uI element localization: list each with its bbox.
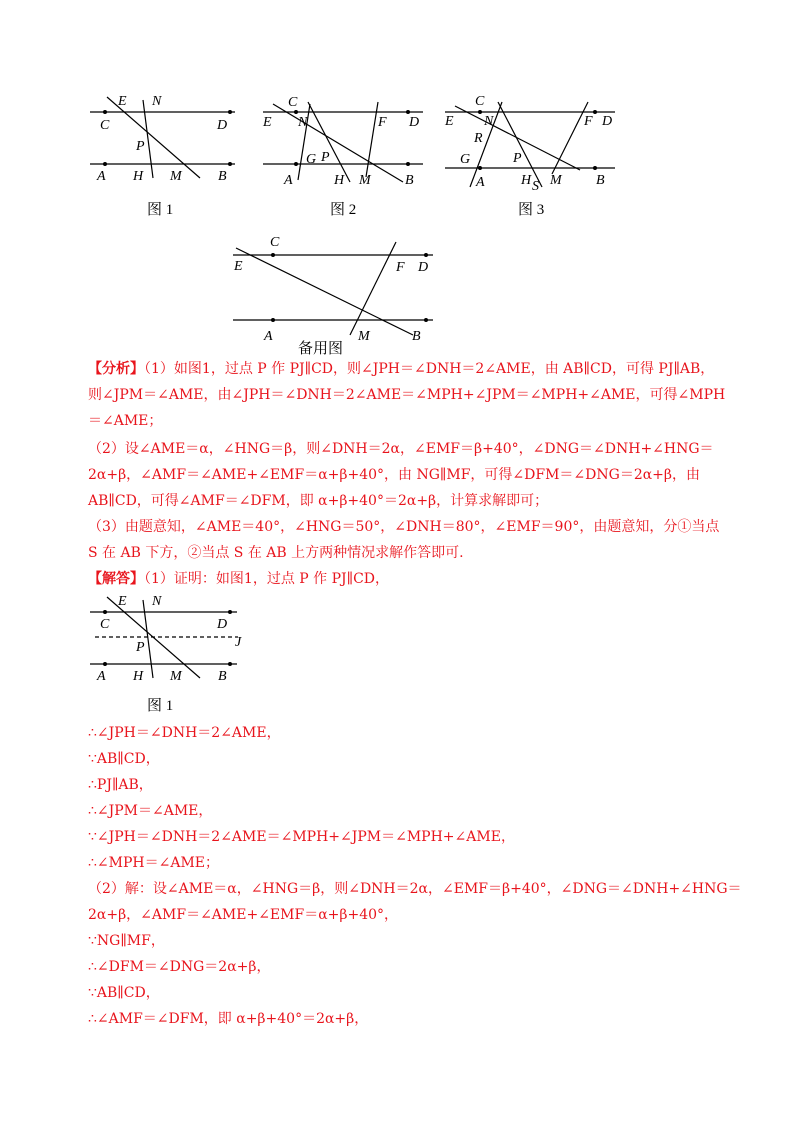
label-C: C — [270, 235, 280, 250]
label-F: F — [584, 114, 593, 129]
solution-line2: ∵AB∥CD， — [88, 985, 160, 1001]
analysis-p1-text: （1）如图1，过点 P 作 PJ∥CD，则∠JPH＝∠DNH＝2∠AME，由 AB∥CD，可得 PJ∥AB，则∠JPM＝∠AME，由∠JPH＝∠DNH＝2∠AME＝∠MPH+∠JPM＝∠MPH+∠AME，可得∠MPH＝∠AME； — [88, 361, 726, 429]
label-D: D — [418, 260, 429, 275]
caption-fig1b: 图 1 — [147, 698, 174, 714]
solution-line: ∴∠JPM＝∠AME， — [88, 803, 213, 819]
label-B: B — [596, 173, 605, 188]
label-P: P — [136, 139, 145, 154]
analysis-p3: （3）由题意知，∠AME＝40°，∠HNG＝50°，∠DNH＝80°，∠EMF＝90°，由题意知，分①当点 S 在 AB 下方，②当点 S 在 AB 上方两种情况求解作答即可. — [88, 519, 720, 561]
label-M: M — [359, 173, 371, 187]
label-E: E — [118, 94, 127, 109]
solution-line: ∴PJ∥AB， — [88, 777, 153, 793]
solution-intro — [88, 568, 389, 588]
solution-tag: 【解答】 — [88, 571, 144, 587]
label-E: E — [445, 114, 454, 129]
label-E: E — [263, 115, 272, 130]
label-D: D — [217, 617, 228, 632]
analysis-tag: 【分析】 — [88, 361, 144, 377]
label-S: S — [532, 179, 539, 194]
solution-p2b: 2α+β，∠AMF＝∠AME+∠EMF＝α+β+40°， — [88, 907, 399, 923]
label-B: B — [218, 669, 227, 684]
label-M: M — [550, 173, 562, 188]
label-H: H — [133, 669, 144, 684]
label-E: E — [118, 594, 127, 609]
caption-backup: 备用图 — [298, 341, 344, 357]
label-D: D — [602, 114, 613, 129]
analysis-p1 — [88, 356, 728, 434]
label-H: H — [521, 173, 532, 188]
solution-line2: ∴∠AMF＝∠DFM，即 α+β+40°＝2α+β， — [88, 1011, 369, 1027]
label-B: B — [412, 329, 421, 342]
label-M: M — [170, 169, 182, 184]
figure-1 — [85, 92, 245, 187]
label-G: G — [306, 152, 317, 167]
label-M: M — [170, 669, 182, 684]
label-B: B — [405, 173, 414, 187]
label-F: F — [396, 260, 405, 275]
label-A: A — [476, 175, 485, 190]
solution-line: ∵∠JPH＝∠DNH＝2∠AME＝∠MPH+∠JPM＝∠MPH+∠AME， — [88, 829, 515, 845]
label-C: C — [475, 94, 485, 109]
label-F: F — [378, 115, 387, 130]
label-J: J — [235, 635, 242, 650]
analysis-p2: （2）设∠AME＝α，∠HNG＝β，则∠DNH＝2α，∠EMF＝β+40°，∠DNG＝∠DNH+∠HNG＝2α+β，∠AMF＝∠AME+∠EMF＝α+β+40°，由 NG∥MF，可得∠DFM＝∠DNG＝2α+β，由 AB∥CD，可得∠AMF＝∠DFM，即 α+β+40°＝2α+β，计算求解即可； — [88, 441, 714, 509]
solution-line2: ∴∠DFM＝∠DNG＝2α+β， — [88, 959, 271, 975]
label-N: N — [298, 115, 308, 130]
label-P: P — [136, 640, 145, 655]
label-D: D — [409, 115, 420, 130]
label-N: N — [152, 594, 162, 609]
label-A: A — [284, 173, 293, 187]
figure-3 — [440, 92, 620, 197]
label-G: G — [460, 152, 471, 167]
label-R: R — [474, 131, 483, 146]
label-H: H — [334, 173, 345, 187]
caption-fig3: 图 3 — [518, 202, 545, 218]
label-A: A — [97, 169, 106, 184]
solution-line2: ∵NG∥MF， — [88, 933, 165, 949]
figure-backup — [228, 230, 438, 342]
label-N: N — [484, 114, 494, 129]
label-P: P — [513, 151, 522, 166]
label-A: A — [97, 669, 106, 684]
label-N: N — [152, 94, 162, 109]
label-C: C — [100, 118, 110, 133]
label-B: B — [218, 169, 227, 184]
label-C: C — [288, 95, 298, 110]
solution-line: ∴∠JPH＝∠DNH＝2∠AME， — [88, 725, 281, 741]
label-A: A — [264, 329, 273, 342]
label-M: M — [358, 329, 370, 342]
caption-fig2: 图 2 — [330, 202, 357, 218]
label-H: H — [133, 169, 144, 184]
solution-line: ∴∠MPH＝∠AME； — [88, 855, 219, 871]
solution-intro-text: （1）证明：如图1，过点 P 作 PJ∥CD， — [144, 571, 390, 587]
caption-fig1: 图 1 — [147, 202, 174, 218]
label-P: P — [321, 150, 330, 165]
solution-line: ∵AB∥CD， — [88, 751, 160, 767]
label-C: C — [100, 617, 110, 632]
figure-2 — [258, 92, 430, 187]
solution-p2a: （2）解：设∠AME＝α，∠HNG＝β，则∠DNH＝2α，∠EMF＝β+40°，∠DNG＝∠DNH+∠HNG＝ — [88, 881, 742, 897]
figure-1-with-j — [85, 592, 250, 687]
label-E: E — [234, 259, 243, 274]
label-D: D — [217, 118, 228, 133]
